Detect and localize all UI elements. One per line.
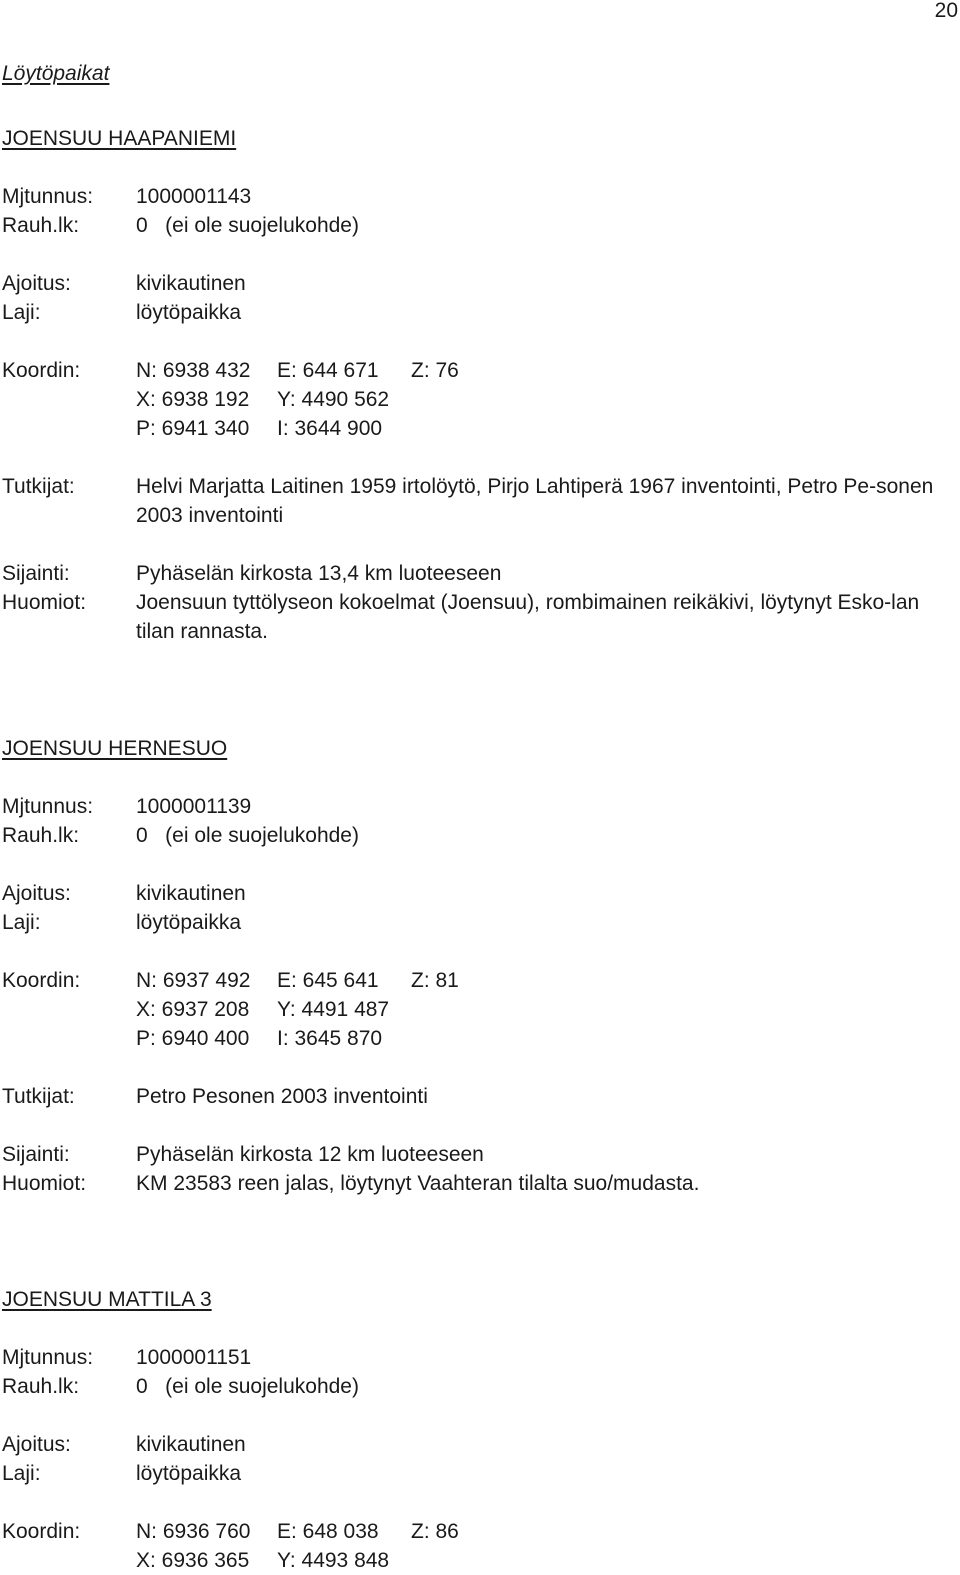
laji-label: Laji:: [2, 1462, 41, 1485]
sijainti-label: Sijainti:: [2, 1143, 70, 1166]
coord-x: X: 6937 208: [136, 998, 250, 1021]
tutkijat-value: Helvi Marjatta Laitinen 1959 irtolöytö, Pirjo Lahtiperä 1967 inventointi, Petro Pe-sonen 2003 inventointi: [136, 475, 934, 527]
site-title: JOENSUU MATTILA 3: [2, 1288, 212, 1311]
coordinates: [136, 356, 952, 443]
site-entry-haapaniemi: [2, 124, 952, 646]
coord-x: X: 6936 365: [136, 1549, 250, 1572]
koordin-row: [2, 1517, 952, 1575]
huomiot-value: KM 23583 reen jalas, löytynyt Vaahteran tilalta suo/mudasta.: [136, 1172, 700, 1195]
sijainti-value: Pyhäselän kirkosta 12 km luoteeseen: [136, 1143, 484, 1166]
koordin-label: Koordin:: [2, 969, 81, 992]
mjtunnus-row: [2, 792, 952, 821]
mjtunnus-label: Mjtunnus:: [2, 185, 94, 208]
coord-y: Y: 4491 487: [277, 998, 390, 1021]
huomiot-value: Joensuun tyttölyseon kokoelmat (Joensuu), rombimainen reikäkivi, löytynyt Esko-lan tilan rannasta.: [136, 591, 920, 643]
sijainti-row: [2, 1140, 952, 1169]
coordinates: [136, 966, 952, 1053]
coord-x: X: 6938 192: [136, 388, 250, 411]
ajoitus-row: [2, 1430, 952, 1459]
koordin-row: [2, 356, 952, 443]
laji-value: löytöpaikka: [136, 1462, 242, 1485]
huomiot-label: Huomiot:: [2, 1172, 87, 1195]
ajoitus-row: [2, 879, 952, 908]
mjtunnus-value: 1000001151: [136, 1346, 252, 1369]
rauhlk-label: Rauh.lk:: [2, 214, 80, 237]
coord-y: Y: 4493 848: [277, 1549, 390, 1572]
coord-p: P: 6940 400: [136, 1027, 250, 1050]
huomiot-row: [2, 1169, 952, 1198]
koordin-label: Koordin:: [2, 1520, 81, 1543]
coord-y: Y: 4490 562: [277, 388, 390, 411]
ajoitus-label: Ajoitus:: [2, 1433, 71, 1456]
laji-value: löytöpaikka: [136, 301, 242, 324]
rauhlk-row: [2, 211, 952, 240]
ajoitus-value: kivikautinen: [136, 882, 246, 905]
huomiot-label: Huomiot:: [2, 591, 87, 614]
section-heading: Löytöpaikat: [2, 62, 110, 85]
ajoitus-label: Ajoitus:: [2, 882, 71, 905]
coord-z: Z: 76: [411, 359, 459, 382]
coord-n: N: 6936 760: [136, 1520, 251, 1543]
rauhlk-label: Rauh.lk:: [2, 824, 80, 847]
rauhlk-value: 0 (ei ole suojelukohde): [136, 1375, 359, 1398]
ajoitus-row: [2, 269, 952, 298]
laji-row: [2, 298, 952, 327]
sijainti-row: [2, 559, 952, 588]
site-title: JOENSUU HERNESUO: [2, 737, 228, 760]
coord-e: E: 644 671: [277, 359, 379, 382]
site-entry-hernesuo: [2, 734, 952, 1198]
ajoitus-value: kivikautinen: [136, 1433, 246, 1456]
rauhlk-value: 0 (ei ole suojelukohde): [136, 824, 359, 847]
rauhlk-row: [2, 1372, 952, 1401]
coord-z: Z: 86: [411, 1520, 459, 1543]
tutkijat-row: [2, 472, 952, 530]
laji-row: [2, 1459, 952, 1488]
laji-label: Laji:: [2, 911, 41, 934]
coord-e: E: 645 641: [277, 969, 379, 992]
ajoitus-label: Ajoitus:: [2, 272, 71, 295]
laji-label: Laji:: [2, 301, 41, 324]
mjtunnus-value: 1000001139: [136, 795, 252, 818]
tutkijat-label: Tutkijat:: [2, 475, 75, 498]
coord-n: N: 6937 492: [136, 969, 251, 992]
sijainti-value: Pyhäselän kirkosta 13,4 km luoteeseen: [136, 562, 502, 585]
koordin-label: Koordin:: [2, 359, 81, 382]
coord-n: N: 6938 432: [136, 359, 251, 382]
site-entry-mattila-3: [2, 1285, 952, 1575]
laji-value: löytöpaikka: [136, 911, 242, 934]
mjtunnus-label: Mjtunnus:: [2, 795, 94, 818]
mjtunnus-value: 1000001143: [136, 185, 252, 208]
coord-e: E: 648 038: [277, 1520, 379, 1543]
coord-p: P: 6941 340: [136, 417, 250, 440]
mjtunnus-row: [2, 1343, 952, 1372]
ajoitus-value: kivikautinen: [136, 272, 246, 295]
sijainti-label: Sijainti:: [2, 562, 70, 585]
tutkijat-value: Petro Pesonen 2003 inventointi: [136, 1085, 428, 1108]
rauhlk-label: Rauh.lk:: [2, 1375, 80, 1398]
coord-i: I: 3644 900: [277, 417, 383, 440]
page-number: 20: [934, 0, 958, 22]
mjtunnus-label: Mjtunnus:: [2, 1346, 94, 1369]
coordinates: [136, 1517, 952, 1575]
coord-z: Z: 81: [411, 969, 459, 992]
rauhlk-row: [2, 821, 952, 850]
tutkijat-row: [2, 1082, 952, 1111]
site-title: JOENSUU HAAPANIEMI: [2, 127, 237, 150]
coord-i: I: 3645 870: [277, 1027, 383, 1050]
tutkijat-label: Tutkijat:: [2, 1085, 75, 1108]
huomiot-row: [2, 588, 952, 646]
mjtunnus-row: [2, 182, 952, 211]
rauhlk-value: 0 (ei ole suojelukohde): [136, 214, 359, 237]
laji-row: [2, 908, 952, 937]
koordin-row: [2, 966, 952, 1053]
